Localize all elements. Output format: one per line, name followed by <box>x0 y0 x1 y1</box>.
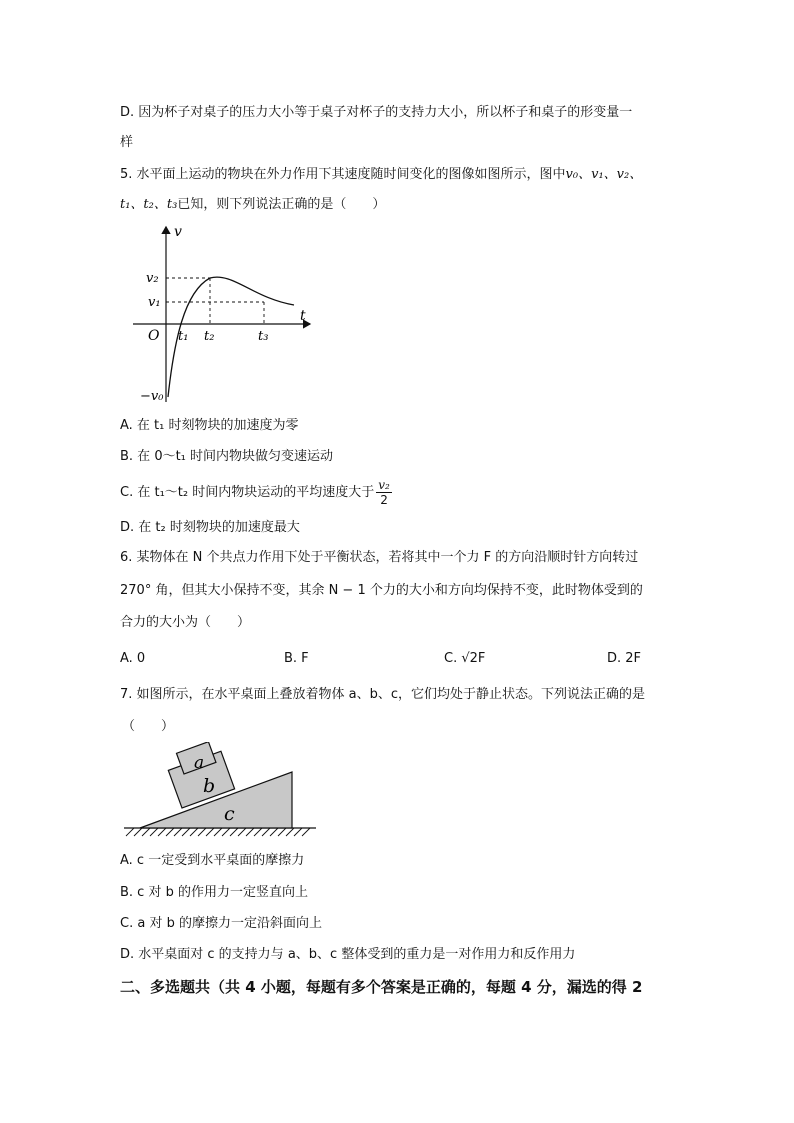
ground-hatching <box>126 828 310 836</box>
q5-vt-graph <box>128 222 318 406</box>
q7-option-d: D. 水平桌面对 c 的支持力与 a、b、c 整体受到的重力是一对作用力和反作用力 <box>120 947 576 962</box>
fraction-numerator: v₂ <box>378 478 390 492</box>
label-c: c <box>224 803 235 825</box>
q6-option-b: B. F <box>284 651 309 666</box>
q5-stem-line2 <box>120 196 385 214</box>
q5-stem-line1 <box>120 166 642 184</box>
q5-option-b: B. 在 0～t₁ 时间内物块做匀变速运动 <box>120 449 334 464</box>
q4-option-d-line2: 样 <box>120 135 134 150</box>
graph-t2-label: t₂ <box>204 329 215 344</box>
q7-option-a: A. c 一定受到水平桌面的摩擦力 <box>120 853 305 868</box>
q5-stem-vars2: t₁、t₂、t₃ <box>120 197 178 212</box>
q5-option-c <box>120 476 392 510</box>
q6-option-d: D. 2F <box>607 651 642 666</box>
section2-heading: 二、多选题共（共 4 小题，每题有多个答案是正确的，每题 4 分，漏选的得 2 <box>120 978 643 996</box>
q5-option-d: D. 在 t₂ 时刻物块的加速度最大 <box>120 520 300 535</box>
label-b: b <box>203 775 216 797</box>
graph-v1-label: v₁ <box>148 295 161 310</box>
graph-origin-label: O <box>148 328 160 344</box>
graph-v2-label: v₂ <box>146 271 159 286</box>
q5-option-c-text: C. 在 t₁～t₂ 时间内物块运动的平均速度大于 <box>120 485 375 500</box>
q7-option-b: B. c 对 b 的作用力一定竖直向上 <box>120 885 308 900</box>
q4-option-d-line1: D. 因为杯子对桌子的压力大小等于桌子对杯子的支持力大小，所以杯子和桌子的形变量一 <box>120 105 633 120</box>
q6-stem-line3: 合力的大小为（ ） <box>120 615 251 630</box>
q5-stem-vars1: v₀、v₁、v₂、 <box>565 167 643 182</box>
q5-stem-prefix: 5. 水平面上运动的物块在外力作用下其速度随时间变化的图像如图所示，图中 <box>120 167 566 182</box>
q5-option-a: A. 在 t₁ 时刻物块的加速度为零 <box>120 418 299 433</box>
q7-stem-line1: 7. 如图所示，在水平桌面上叠放着物体 a、b、c，它们均处于静止状态。下列说法正确的是 <box>120 687 646 702</box>
q6-stem-line2: 270° 角，但其大小保持不变，其余 N − 1 个力的大小和方向均保持不变，此时物体受到的 <box>120 583 643 598</box>
q7-block-figure <box>120 742 320 842</box>
fraction-denominator: 2 <box>380 493 388 507</box>
q5-option-c-fraction <box>376 478 392 507</box>
q6-option-a: A. 0 <box>120 651 146 666</box>
graph-axis-v-label: v <box>174 224 182 240</box>
q6-stem-line1: 6. 某物体在 N 个共点力作用下处于平衡状态，若将其中一个力 F 的方向沿顺时针方向转过 <box>120 550 639 565</box>
graph-neg-v0-label: −v₀ <box>140 389 164 404</box>
q7-stem-line2: （ ） <box>122 719 175 734</box>
label-a: a <box>194 753 205 773</box>
q6-option-c: C. √2F <box>444 651 486 666</box>
graph-axis-t-label: t <box>300 308 306 324</box>
q7-option-c: C. a 对 b 的摩擦力一定沿斜面向上 <box>120 916 322 931</box>
q5-stem-suffix: 已知，则下列说法正确的是（ ） <box>177 197 386 212</box>
graph-t1-label: t₁ <box>178 329 189 344</box>
graph-t3-label: t₃ <box>258 329 269 344</box>
